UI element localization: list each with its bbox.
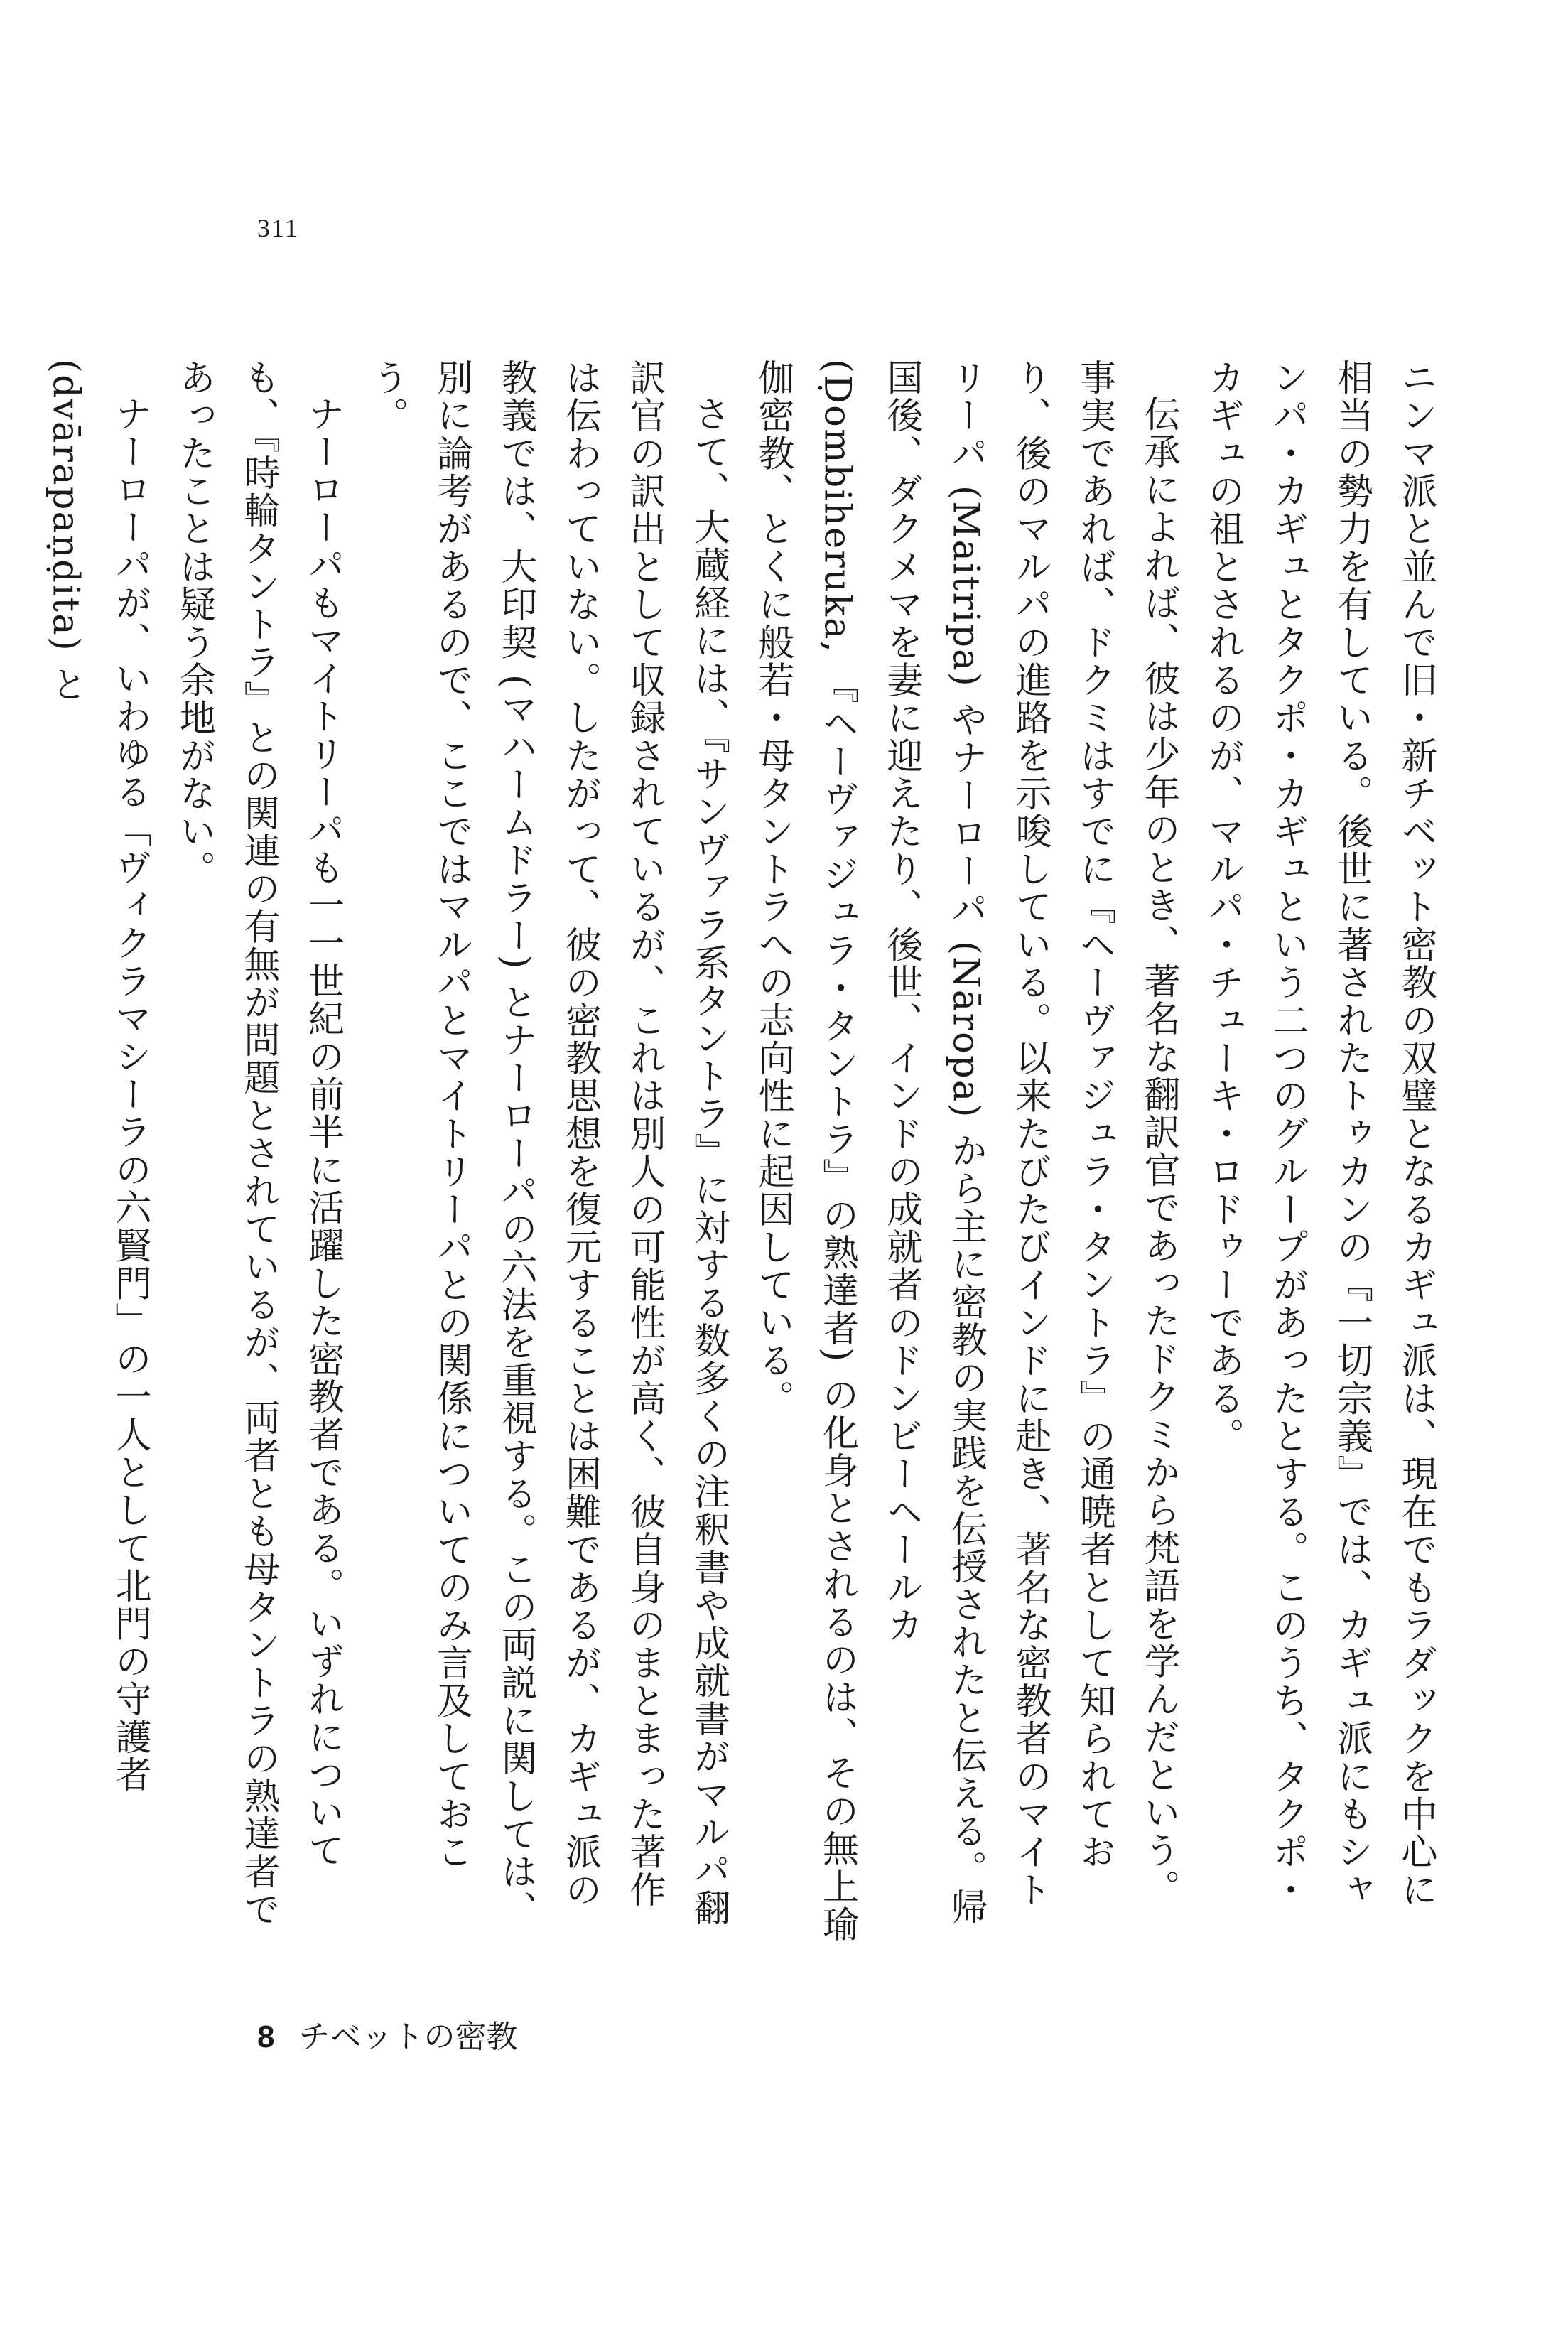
chapter-title: チベットの密教 xyxy=(298,2019,518,2055)
running-footer xyxy=(257,2011,517,2056)
page-number: 311 xyxy=(257,214,299,242)
paragraph-2: 伝承によれば、彼は少年のとき、著名な翻訳官であったドクミから梵語を学んだという。事実であれば、ドクミはすでに『ヘーヴァジュラ・タントラ』の通暁者として知られており、後のマルパの進路を示唆している。以来たびたびインドに赴き、著名な密教者のマイトリーパ (Maitripa) やナーローパ (Nāropa) から主に密教の実践を伝授されたと伝える。帰国後、ダクメマを妻に迎えたり、後世、インドの成就者のドンビーヘールカ (Ḍombiheruka, 『ヘーヴァジュラ・タントラ』の熟達者) の化身とされるのは、その無上瑜伽密教、とくに般若・母タントラへの志向性に起因している。 xyxy=(752,359,1179,1943)
paragraph-3: さて、大蔵経には、『サンヴァラ系タントラ』に対する数多くの注釈書や成就書がマルパ翻訳官の訳出として収録されているが、これは別人の可能性が高く、彼自身のまとまった著作は伝わっていない。したがって、彼の密教思想を復元することは困難であるが、カギュ派の教義では、大印契 (マハームドラー) とナーローパの六法を重視する。この両説に関しては、別に論考があるので、ここではマルパとマイトリーパとの関係についてのみ言及しておこう。 xyxy=(366,359,730,1929)
chapter-number: 8 xyxy=(257,2019,275,2054)
body-text xyxy=(44,359,1447,1943)
paragraph-5: ナーローパが、いわゆる「ヴィクラマシーラの六賢門」の一人として北門の守護者 (dvārapaṇḍita) と xyxy=(44,359,151,1794)
paragraph-4: ナーローパもマイトリーパも一一世紀の前半に活躍した密教者である。いずれについても、『時輪タントラ』との関連の有無が問題とされているが、両者とも母タントラの熟達者であったことは疑う余地がない。 xyxy=(173,359,344,1928)
paragraph-1: ニンマ派と並んで旧・新チベット密教の双璧となるカギュ派は、現在でもラダックを中心に相当の勢力を有している。後世に著されたトゥカンの『一切宗義』では、カギュ派にもシャンパ・カギュとタクポ・カギュという二つのグループがあったとする。このうち、タクポ・カギュの祖とされるのが、マルパ・チューキ・ロドゥーである。 xyxy=(1201,359,1437,1909)
